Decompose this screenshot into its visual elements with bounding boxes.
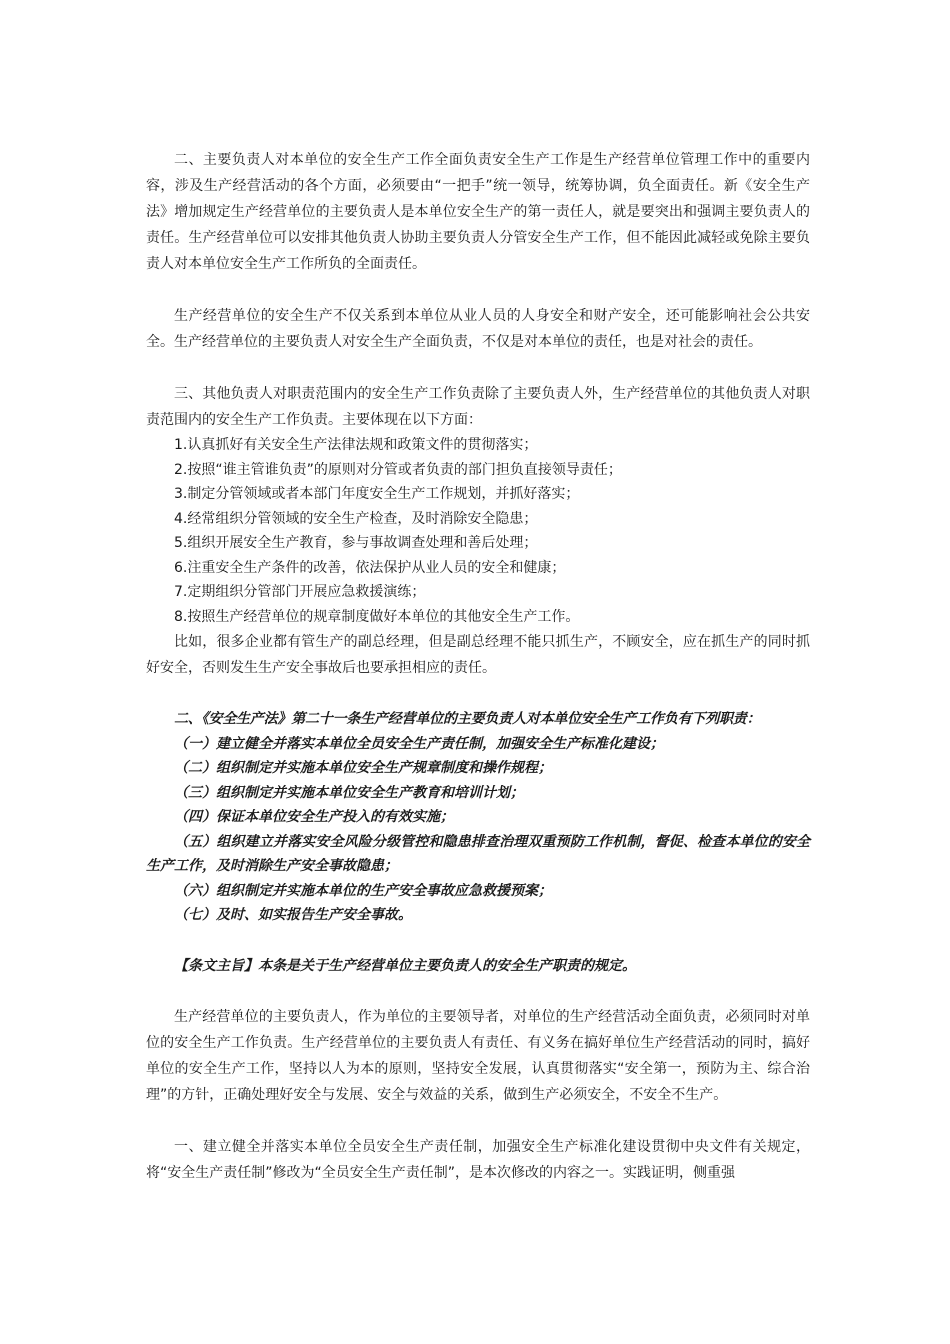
article-title: 二、《安全生产法》第二十一条生产经营单位的主要负责人对本单位安全生产工作负有下列职责： [174, 711, 761, 727]
list-item: 4.经常组织分管领域的安全生产检查，及时消除安全隐患； [174, 510, 538, 527]
duty-item: （一）建立健全并落实本单位全员安全生产责任制，加强安全生产标准化建设； [174, 735, 664, 752]
duty-item: （七）及时、如实报告生产安全事故。 [174, 907, 412, 923]
paragraph-example: 比如，很多企业都有管生产的副总经理，但是副总经理不能只抓生产，不顾安全，应在抓生产的同时抓好安全，否则发生生产安全事故后也要承担相应的责任。 [146, 634, 810, 676]
duty-item: （四）保证本单位安全生产投入的有效实施； [174, 809, 454, 825]
list-item: 1.认真抓好有关安全生产法律法规和政策文件的贯彻落实； [174, 437, 538, 453]
duties-list [146, 732, 810, 928]
duty-item: （二）组织制定并实施本单位安全生产规章制度和操作规程； [174, 760, 552, 776]
list-item: 7.定期组织分管部门开展应急救援演练； [174, 584, 426, 600]
article-purport: 【条文主旨】本条是关于生产经营单位主要负责人的安全生产职责的规定。 [174, 957, 636, 974]
paragraph-main-responsible: 二、主要负责人对本单位的安全生产工作全面负责安全生产工作是生产经营单位管理工作中的重要内容，涉及生产经营活动的各个方面，必须要由“一把手”统一领导，统筹协调，负全面责任。新《安全生产法》增加规定生产经营单位的主要负责人是本单位安全生产的第一责任人，就是要突出和强调主要负责人的责任。生产经营单位可以安排其他负责人协助主要负责人分管安全生产工作，但不能因此减轻或免除主要负责人对本单位安全生产工作所负的全面责任。 [146, 152, 810, 272]
duty-item: （六）组织制定并实施本单位的生产安全事故应急救援预案； [174, 882, 552, 899]
list-item: 8.按照生产经营单位的规章制度做好本单位的其他安全生产工作。 [174, 608, 580, 625]
list-item: 3.制定分管领域或者本部门年度安全生产工作规划，并抓好落实； [174, 486, 580, 502]
paragraph-public-safety: 生产经营单位的安全生产不仅关系到本单位从业人员的人身安全和财产安全，还可能影响社会公共安全。生产经营单位的主要负责人对安全生产全面负责，不仅是对本单位的责任，也是对社会的责任。 [146, 308, 810, 350]
paragraph-responsibility-system: 一、建立健全并落实本单位全员安全生产责任制，加强安全生产标准化建设贯彻中央文件有关规定，将“安全生产责任制”修改为“全员安全生产责任制”，是本次修改的内容之一。实践证明，侧重强 [146, 1139, 810, 1181]
responsibility-list [146, 433, 810, 629]
list-item: 2.按照“谁主管谁负责”的原则对分管或者负责的部门担负直接领导责任； [174, 461, 622, 478]
list-item: 5.组织开展安全生产教育，参与事故调查处理和善后处理； [174, 535, 538, 551]
duty-item: （五）组织建立并落实安全风险分级管控和隐患排查治理双重预防工作机制，督促、检查本单位的安全生产工作，及时消除生产安全事故隐患； [146, 833, 810, 874]
paragraph-other-responsible: 三、其他负责人对职责范围内的安全生产工作负责除了主要负责人外，生产经营单位的其他负责人对职责范围内的安全生产工作负责。主要体现在以下方面： [146, 386, 810, 428]
list-item: 6.注重安全生产条件的改善，依法保护从业人员的安全和健康； [174, 559, 566, 576]
paragraph-principal-duty: 生产经营单位的主要负责人，作为单位的主要领导者，对单位的生产经营活动全面负责，必须同时对单位的安全生产工作负责。生产经营单位的主要负责人有责任、有义务在搞好单位生产经营活动的同时，搞好单位的安全生产工作，坚持以人为本的原则，坚持安全发展，认真贯彻落实“安全第一，预防为主、综合治理”的方针，正确处理好安全与发展、安全与效益的关系，做到生产必须安全，不安全不生产。 [146, 1009, 810, 1103]
document-page [146, 147, 810, 1186]
duty-item: （三）组织制定并实施本单位安全生产教育和培训计划； [174, 784, 524, 801]
